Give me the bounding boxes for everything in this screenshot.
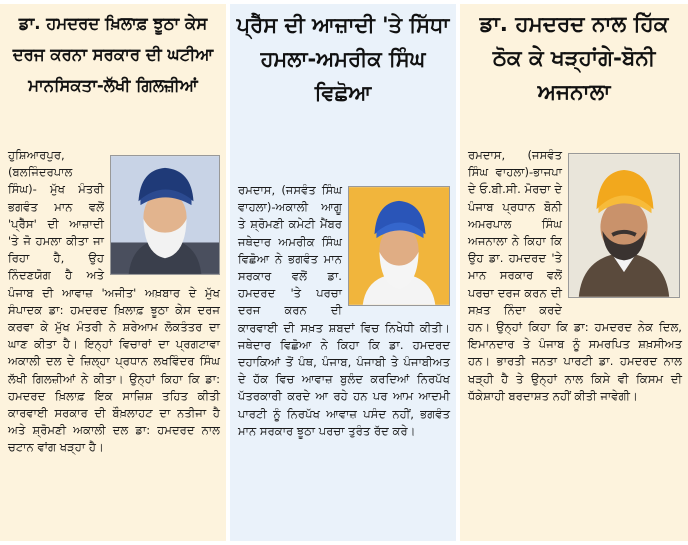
portrait-image-3 <box>568 153 680 298</box>
portrait-navy-turban-icon <box>111 156 219 274</box>
article-1-text: ਹੁਸ਼ਿਆਰਪੁਰ, (ਬਲਜਿੰਦਰਪਾਲ ਸਿੰਘ)- ਮੁੱਖ ਮੰਤਰੀ ਭਗਵੰਤ ਮਾਨ ਵਲੋਂ 'ਪ੍ਰੈੱਸ' ਦੀ ਆਜ਼ਾਦੀ 'ਤੇ ਜੋ ਹਮਲਾ ਕੀਤਾ ਜਾ ਰਿਹਾ ਹੈ, ਉਹ ਨਿੰਦਣਯੋਗ ਹੈ ਅਤੇ ਪੰਜਾਬ ਦੀ ਆਵਾਜ਼ 'ਅਜੀਤ' ਅਖ਼ਬਾਰ ਦੇ ਮੁੱਖ ਸੰਪਾਦਕ ਡਾ: ਹਮਦਰਦ ਖ਼ਿਲਾਫ਼ ਝੂਠਾ ਕੇਸ ਦਰਜ ਕਰਵਾ ਕੇ ਮੁੱਖ ਮੰਤਰੀ ਨੇ ਸ਼ਰੇਆਮ ਲੋਕਤੰਤਰ ਦਾ ਘਾਣ ਕੀਤਾ ਹੈ। ਇਨ੍ਹਾਂ ਵਿਚਾਰਾਂ ਦਾ ਪ੍ਰਗਟਾਵਾ ਅਕਾਲੀ ਦਲ ਦੇ ਜ਼ਿਲ੍ਹਾ ਪ੍ਰਧਾਨ ਲਖਵਿੰਦਰ ਸਿੰਘ ਲੱਖੀ ਗਿਲਜ਼ੀਆਂ ਨੇ ਕੀਤਾ। ਉਨ੍ਹਾਂ ਕਿਹਾ ਕਿ ਡਾ: ਹਮਦਰਦ ਖ਼ਿਲਾਫ਼ ਇਕ ਸਾਜ਼ਿਸ਼ ਤਹਿਤ ਕੀਤੀ ਕਾਰਵਾਈ ਸਰਕਾਰ ਦੀ ਬੌਖ਼ਲਾਹਟ ਦਾ ਨਤੀਜਾ ਹੈ ਅਤੇ ਸ਼੍ਰੋਮਣੀ ਅਕਾਲੀ ਦਲ ਡਾ: ਹਮਦਰਦ ਨਾਲ ਚਟਾਨ ਵਾਂਗ ਖੜ੍ਹਾ ਹੈ। <box>8 148 220 455</box>
portrait-blue-turban-icon <box>349 187 449 305</box>
article-1-headline: ਡਾ. ਹਮਦਰਦ ਖ਼ਿਲਾਫ਼ ਝੂਠਾ ਕੇਸ ਦਰਜ ਕਰਨਾ ਸਰਕਾਰ ਦੀ ਘਟੀਆ ਮਾਨਸਿਕਤਾ-ਲੱਖੀ ਗਿਲਜ਼ੀਆਂ <box>12 14 214 95</box>
article-3-body <box>468 147 682 405</box>
article-2-text: ਰਮਦਾਸ, (ਜਸਵੰਤ ਸਿੰਘ ਵਾਹਲਾ)-ਅਕਾਲੀ ਆਗੂ ਤੇ ਸ਼੍ਰੋਮਣੀ ਕਮੇਟੀ ਮੈਂਬਰ ਜਥੇਦਾਰ ਅਮਰੀਕ ਸਿੰਘ ਵਿਛੋਆ ਨੇ ਭਗਵੰਤ ਮਾਨ ਸਰਕਾਰ ਵਲੋਂ ਡਾ. ਹਮਦਰਦ 'ਤੇ ਪਰਚਾ ਦਰਜ ਕਰਨ ਦੀ ਕਾਰਵਾਈ ਦੀ ਸਖ਼ਤ ਸ਼ਬਦਾਂ ਵਿਚ ਨਿਖੇਧੀ ਕੀਤੀ। ਜਥੇਦਾਰ ਵਿਛੋਆ ਨੇ ਕਿਹਾ ਕਿ ਡਾ. ਹਮਦਰਦ ਦਹਾਕਿਆਂ ਤੋਂ ਪੰਥ, ਪੰਜਾਬ, ਪੰਜਾਬੀ ਤੇ ਪੰਜਾਬੀਅਤ ਦੇ ਹੱਕ ਵਿਚ ਆਵਾਜ਼ ਬੁਲੰਦ ਕਰਦਿਆਂ ਨਿਰਪੱਖ ਪੱਤਰਕਾਰੀ ਕਰਦੇ ਆ ਰਹੇ ਹਨ ਪਰ ਆਮ ਆਦਮੀ ਪਾਰਟੀ ਨੂੰ ਨਿਰਪੱਖ ਆਵਾਜ਼ ਪਸੰਦ ਨਹੀਂ, ਭਗਵੰਤ ਮਾਨ ਸਰਕਾਰ ਝੂਠਾ ਪਰਚਾ ਤੁਰੰਤ ਰੱਦ ਕਰੇ। <box>238 183 450 438</box>
article-1-body <box>8 147 220 457</box>
article-2-body <box>238 182 450 440</box>
article-column-2 <box>230 4 456 541</box>
article-2-headline: ਪ੍ਰੈੱਸ ਦੀ ਆਜ਼ਾਦੀ 'ਤੇ ਸਿੱਧਾ ਹਮਲਾ-ਅਮਰੀਕ ਸਿੰਘ ਵਿਛੋਆ <box>236 13 450 105</box>
portrait-image-2 <box>348 186 450 306</box>
article-3-headline: ਡਾ. ਹਮਦਰਦ ਨਾਲ ਹਿੱਕ ਠੋਕ ਕੇ ਖੜ੍ਹਾਂਗੇ-ਬੋਨੀ ਅਜਨਾਲਾ <box>479 12 669 105</box>
article-column-3 <box>460 4 688 541</box>
article-column-1 <box>0 4 226 541</box>
portrait-saffron-turban-icon <box>569 154 679 297</box>
portrait-image-1 <box>110 155 220 275</box>
article-3-text: ਰਮਦਾਸ, (ਜਸਵੰਤ ਸਿੰਘ ਵਾਹਲਾ)-ਭਾਜਪਾ ਦੇ ਓ.ਬੀ.ਸੀ. ਮੋਰਚਾ ਦੇ ਪੰਜਾਬ ਪ੍ਰਧਾਨ ਬੋਨੀ ਅਮਰਪਾਲ ਸਿੰਘ ਅਜਨਾਲਾ ਨੇ ਕਿਹਾ ਕਿ ਉਹ ਡਾ. ਹਮਦਰਦ 'ਤੇ ਮਾਨ ਸਰਕਾਰ ਵਲੋਂ ਪਰਚਾ ਦਰਜ ਕਰਨ ਦੀ ਸਖ਼ਤ ਨਿੰਦਾ ਕਰਦੇ ਹਨ। ਉਨ੍ਹਾਂ ਕਿਹਾ ਕਿ ਡਾ: ਹਮਦਰਦ ਨੇਕ ਦਿਲ, ਇਮਾਨਦਾਰ ਤੇ ਪੰਜਾਬ ਨੂੰ ਸਮਰਪਿਤ ਸ਼ਖ਼ਸੀਅਤ ਹਨ। ਭਾਰਤੀ ਜਨਤਾ ਪਾਰਟੀ ਡਾ. ਹਮਦਰਦ ਨਾਲ ਖੜ੍ਹੀ ਹੈ ਤੇ ਉਨ੍ਹਾਂ ਨਾਲ ਕਿਸੇ ਵੀ ਕਿਸਮ ਦੀ ਧੱਕੇਸ਼ਾਹੀ ਬਰਦਾਸ਼ਤ ਨਹੀਂ ਕੀਤੀ ਜਾਵੇਗੀ। <box>468 148 682 403</box>
